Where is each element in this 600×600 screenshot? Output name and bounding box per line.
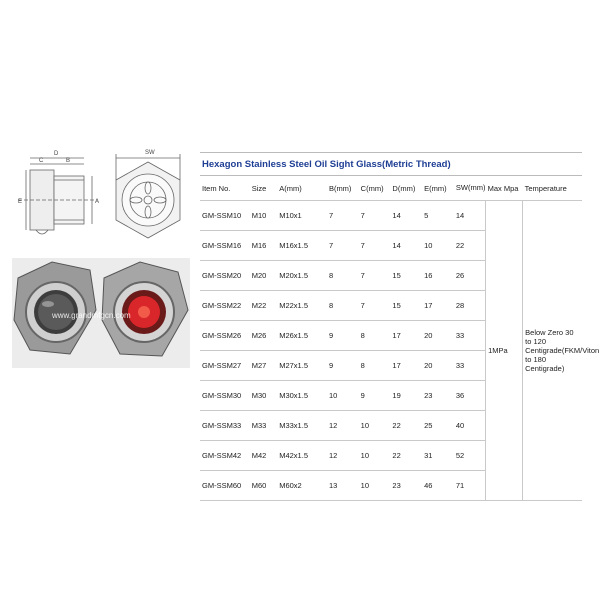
cell-size: M33 bbox=[251, 421, 267, 430]
dim-label-c: C bbox=[39, 158, 44, 164]
dim-label-sw: SW bbox=[145, 150, 155, 156]
cell-size: M27 bbox=[251, 361, 267, 370]
table-title: Hexagon Stainless Steel Oil Sight Glass(Metric Thread) bbox=[200, 152, 582, 176]
table-row bbox=[200, 201, 582, 231]
cell-size: M30 bbox=[251, 391, 267, 400]
cell-e: 20 bbox=[424, 331, 433, 340]
cell-b: 13 bbox=[328, 481, 338, 490]
cell-e: 20 bbox=[424, 361, 433, 370]
cell-item-no: GM-SSM27 bbox=[202, 361, 242, 370]
cell-a: M33x1.5 bbox=[279, 421, 308, 430]
cell-d: 14 bbox=[392, 241, 401, 250]
cell-sw: 52 bbox=[455, 451, 465, 460]
cell-c: 7 bbox=[360, 301, 365, 310]
cell-item-no: GM-SSM30 bbox=[202, 391, 242, 400]
header-a: A(mm) bbox=[279, 183, 302, 193]
cell-item-no: GM-SSM42 bbox=[202, 451, 242, 460]
cell-sw: 28 bbox=[455, 301, 465, 310]
cell-c: 10 bbox=[360, 481, 370, 490]
cell-sw: 36 bbox=[455, 391, 465, 400]
cell-b: 10 bbox=[328, 391, 338, 400]
cell-item-no: GM-SSM33 bbox=[202, 421, 242, 430]
cell-c: 10 bbox=[360, 421, 370, 430]
cell-d: 19 bbox=[392, 391, 401, 400]
cell-c: 7 bbox=[360, 211, 365, 220]
cell-a: M20x1.5 bbox=[279, 271, 308, 280]
header-c: C(mm) bbox=[360, 183, 384, 193]
header-temperature: Temperature bbox=[524, 183, 567, 193]
cell-b: 8 bbox=[328, 301, 334, 310]
cell-size: M16 bbox=[251, 241, 267, 250]
cell-sw: 14 bbox=[455, 211, 465, 220]
header-max-mpa: Max Mpa bbox=[487, 183, 519, 193]
dim-label-b: B bbox=[66, 158, 71, 164]
photo-watermark: www.grandmfgcn.com bbox=[52, 311, 131, 320]
cell-size: M20 bbox=[251, 271, 267, 280]
cell-a: M60x2 bbox=[279, 481, 302, 490]
front-view bbox=[116, 154, 180, 238]
dim-label-e: E bbox=[18, 199, 23, 205]
cell-a: M16x1.5 bbox=[279, 241, 308, 250]
cell-e: 23 bbox=[424, 391, 433, 400]
cell-d: 17 bbox=[392, 361, 401, 370]
cell-b: 7 bbox=[328, 211, 334, 220]
cell-d: 23 bbox=[392, 481, 401, 490]
side-view bbox=[18, 158, 98, 234]
cell-c: 10 bbox=[360, 451, 370, 460]
cell-c: 8 bbox=[360, 331, 365, 340]
table-header-row bbox=[200, 176, 582, 201]
spec-table-panel bbox=[200, 152, 600, 490]
cell-c: 7 bbox=[360, 241, 365, 250]
cell-c: 9 bbox=[360, 391, 365, 400]
cell-sw: 26 bbox=[455, 271, 465, 280]
technical-drawing bbox=[8, 140, 198, 252]
cell-c: 8 bbox=[360, 361, 365, 370]
cell-b: 12 bbox=[328, 421, 338, 430]
cell-item-no: GM-SSM22 bbox=[202, 301, 242, 310]
cell-sw: 40 bbox=[455, 421, 465, 430]
cell-e: 16 bbox=[424, 271, 433, 280]
cell-size: M26 bbox=[251, 331, 267, 340]
cell-c: 7 bbox=[360, 271, 365, 280]
cell-sw: 22 bbox=[455, 241, 465, 250]
cell-size: M60 bbox=[251, 481, 267, 490]
cell-b: 9 bbox=[328, 361, 334, 370]
cell-a: M42x1.5 bbox=[279, 451, 308, 460]
cell-a: M26x1.5 bbox=[279, 331, 308, 340]
cell-e: 46 bbox=[424, 481, 433, 490]
cell-size: M42 bbox=[251, 451, 267, 460]
cell-b: 9 bbox=[328, 331, 334, 340]
cell-sw: 33 bbox=[455, 361, 465, 370]
cell-e: 25 bbox=[424, 421, 433, 430]
cell-max-mpa: 1MPa bbox=[486, 201, 523, 501]
product-photo bbox=[12, 258, 190, 368]
cell-d: 17 bbox=[392, 331, 401, 340]
cell-a: M22x1.5 bbox=[279, 301, 308, 310]
cell-d: 22 bbox=[392, 451, 401, 460]
cell-a: M10x1 bbox=[279, 211, 302, 220]
cell-e: 17 bbox=[424, 301, 433, 310]
cell-d: 15 bbox=[392, 271, 401, 280]
cell-a: M30x1.5 bbox=[279, 391, 308, 400]
cell-item-no: GM-SSM20 bbox=[202, 271, 242, 280]
header-d: D(mm) bbox=[392, 183, 416, 193]
header-b: B(mm) bbox=[328, 183, 352, 193]
cell-e: 5 bbox=[424, 211, 429, 220]
header-size: Size bbox=[251, 183, 267, 193]
cell-d: 15 bbox=[392, 301, 401, 310]
cell-temperature: Below Zero 30 to 120 Centigrade(FKM/Viton to 180 Centigrade) bbox=[523, 201, 582, 501]
dim-label-a: A bbox=[95, 199, 100, 205]
cell-sw: 71 bbox=[455, 481, 465, 490]
cell-b: 12 bbox=[328, 451, 338, 460]
cell-item-no: GM-SSM26 bbox=[202, 331, 242, 340]
cell-b: 8 bbox=[328, 271, 334, 280]
cell-item-no: GM-SSM16 bbox=[202, 241, 242, 250]
cell-item-no: GM-SSM60 bbox=[202, 481, 242, 490]
cell-item-no: GM-SSM10 bbox=[202, 211, 242, 220]
header-item-no: Item No. bbox=[202, 183, 231, 193]
header-e: E(mm) bbox=[424, 183, 447, 193]
dim-label-d: D bbox=[54, 151, 59, 157]
cell-size: M10 bbox=[251, 211, 267, 220]
header-sw: SW(mm) bbox=[455, 183, 486, 192]
cell-b: 7 bbox=[328, 241, 334, 250]
cell-d: 14 bbox=[392, 211, 401, 220]
cell-size: M22 bbox=[251, 301, 267, 310]
cell-sw: 33 bbox=[455, 331, 465, 340]
cell-e: 31 bbox=[424, 451, 433, 460]
cell-a: M27x1.5 bbox=[279, 361, 308, 370]
cell-d: 22 bbox=[392, 421, 401, 430]
cell-e: 10 bbox=[424, 241, 433, 250]
spec-table bbox=[200, 176, 600, 501]
